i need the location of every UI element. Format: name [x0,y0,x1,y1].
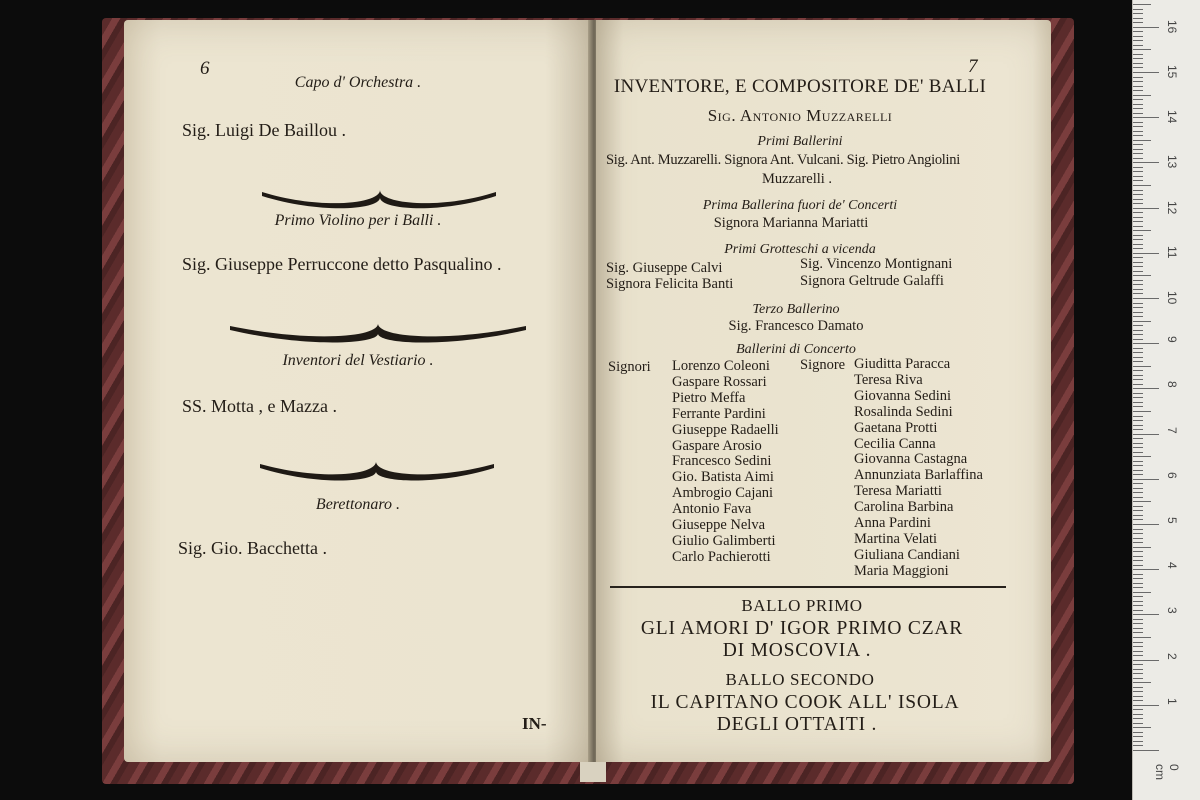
ruler-tick [1133,81,1143,82]
ruler-tick [1133,732,1143,733]
ruler-tick [1133,239,1143,240]
binding-tape [580,762,606,782]
ruler-tick [1133,492,1143,493]
ruler-tick [1133,587,1143,588]
ruler-tick [1133,40,1143,41]
ruler-tick [1133,425,1143,426]
ruler-tick [1133,167,1143,168]
left-page [124,20,592,762]
ruler-tick [1133,610,1143,611]
ruler-number: 11 [1165,245,1179,259]
ruler-tick [1133,316,1143,317]
section-heading: Capo d' Orchestra . [294,74,422,91]
left-page-number: 6 [200,58,210,79]
ruler-tick [1133,560,1143,561]
page-title: INVENTORE, E COMPOSITORE DE' BALLI [613,76,987,97]
ruler-number: 10 [1165,291,1179,305]
ruler-tick [1133,524,1159,525]
signori-label: Signori [608,359,651,375]
dancer-name: Carlo Pachierotti [672,548,771,565]
ruler-number: 9 [1165,336,1179,343]
ballo-secondo-label: BALLO SECONDO [725,670,875,689]
ruler-unit: 0 cm [1153,764,1181,780]
ruler-tick [1133,416,1143,417]
ruler-tick [1133,131,1143,132]
ruler-tick [1133,253,1159,254]
dancer-name: Ferrante Pardini [672,405,766,422]
ruler-tick [1133,244,1143,245]
ruler-tick [1133,199,1143,200]
composer-name: Sig. Antonio Muzzarelli [707,106,893,125]
ruler-tick [1133,483,1143,484]
ruler-tick [1133,479,1159,480]
ruler-tick [1133,49,1151,50]
ruler-tick [1133,696,1143,697]
ruler-tick [1133,86,1143,87]
ruler-tick [1133,366,1151,367]
ruler-number: 8 [1165,381,1179,389]
section-heading: Berettonaro . [315,496,401,513]
section-divider [610,586,1006,588]
dancer-name: Giuliana Candiani [854,546,960,563]
ruler-tick [1133,700,1143,701]
concerto-heading: Ballerini di Concerto [736,342,856,357]
ruler-tick [1133,727,1151,728]
ruler-tick [1133,307,1143,308]
ruler-tick [1133,709,1143,710]
ruler-tick [1133,271,1143,272]
right-page [596,20,1051,762]
dancer-name: Teresa Riva [854,371,923,388]
ruler-tick [1133,190,1143,191]
dancer-name: Gaspare Arosio [672,437,762,454]
ballo-primo-title: DI MOSCOVIA . [722,640,872,661]
ruler-tick [1133,406,1143,407]
ruler-tick [1133,614,1159,615]
section-heading: Inventori del Vestiario . [282,352,434,369]
section-heading: Primo Violino per i Balli . [274,212,442,229]
ruler-tick [1133,501,1151,502]
ruler-tick [1133,402,1143,403]
ruler-tick [1133,745,1143,746]
ruler-tick [1133,54,1143,55]
ruler-number: 1 [1165,697,1179,705]
ruler-tick [1133,420,1143,421]
dancer-name: Francesco Sedini [672,453,772,470]
ruler-tick [1133,36,1143,37]
ruler-tick [1133,357,1143,358]
ruler-number: 6 [1165,471,1179,479]
ruler-tick [1133,565,1143,566]
ruler-tick [1133,77,1143,78]
ruler-tick [1133,642,1143,643]
ruler-number: 12 [1165,200,1179,214]
ruler-number: 13 [1165,155,1179,169]
ruler-tick [1133,637,1151,638]
ruler-tick [1133,510,1143,511]
dancer-name: Giovanna Castagna [854,451,968,468]
ruler-tick [1133,275,1151,276]
section-entry: Sig. Gio. Bacchetta . [178,538,327,558]
ruler-tick [1133,741,1143,742]
ruler-tick [1133,605,1143,606]
ruler-tick [1133,176,1143,177]
ruler-tick [1133,208,1159,209]
ruler-tick [1133,619,1143,620]
ruler-tick [1133,289,1143,290]
ruler-tick [1133,352,1143,353]
ruler-tick [1133,90,1143,91]
ruler-tick [1133,452,1143,453]
ruler-tick [1133,63,1143,64]
signori-list [672,359,779,566]
ruler-tick [1133,280,1143,281]
ruler-tick [1133,664,1143,665]
dancer-name: Cecilia Canna [854,435,936,452]
ruler-tick [1133,678,1143,679]
right-page-number: 7 [968,56,978,77]
ruler-tick [1133,325,1143,326]
ruler-tick [1133,212,1143,213]
ruler-tick [1133,303,1143,304]
section-entry: Sig. Luigi De Baillou . [182,120,346,140]
ruler-tick [1133,158,1143,159]
ruler-tick [1133,397,1143,398]
ruler-tick [1133,583,1143,584]
ruler-tick [1133,18,1143,19]
ruler-tick [1133,682,1151,683]
ruler-tick [1133,628,1143,629]
ruler-tick [1133,22,1143,23]
ruler-tick [1133,321,1151,322]
ruler-tick [1133,488,1143,489]
ruler-tick [1133,171,1143,172]
ruler-tick [1133,447,1143,448]
catchword: IN- [522,714,547,733]
grotteschi-name: Signora Felicita Banti [606,276,734,292]
ruler-tick [1133,4,1151,5]
ruler-number: 5 [1165,517,1179,524]
ornament-swash [228,316,528,346]
ruler-tick [1133,379,1143,380]
dancer-name: Gaspare Rossari [672,373,767,390]
ruler-tick [1133,126,1143,127]
dancer-name: Giovanna Sedini [854,387,952,404]
signore-list [854,357,983,580]
ruler-tick [1133,330,1143,331]
ruler-tick [1133,714,1143,715]
grotteschi-name: Signora Geltrude Galaffi [800,273,944,289]
ruler-tick [1133,312,1143,313]
dancer-name: Ambrogio Cajani [672,485,774,502]
ruler-tick [1133,601,1143,602]
ruler-number: 2 [1165,652,1179,660]
ballo-secondo-title: IL CAPITANO COOK ALL' ISOLA [650,692,960,713]
ruler-tick [1133,456,1151,457]
ruler-tick [1133,465,1143,466]
ruler-tick [1133,108,1143,109]
ruler-tick [1133,542,1143,543]
ruler-tick [1133,533,1143,534]
ruler-tick [1133,655,1143,656]
ruler-tick [1133,551,1143,552]
ruler-tick [1133,13,1143,14]
ruler-tick [1133,384,1143,385]
dancer-name: Antonio Fava [672,501,752,518]
ruler-tick [1133,673,1143,674]
ruler-tick [1133,361,1143,362]
ruler-tick [1133,149,1143,150]
dancer-name: Giuditta Paracca [854,356,951,372]
signore-label: Signore [800,357,846,373]
terzo-name: Sig. Francesco Damato [728,318,864,334]
ruler-tick [1133,375,1143,376]
ruler-tick [1133,434,1159,435]
ruler-tick [1133,705,1159,706]
ruler-tick [1133,95,1151,96]
ruler-tick [1133,230,1151,231]
ruler-tick [1133,58,1143,59]
ruler-tick [1133,293,1143,294]
ballo-primo-title: GLI AMORI D' IGOR PRIMO CZAR [640,618,964,639]
ruler-tick [1133,9,1143,10]
ruler-tick [1133,72,1159,73]
ruler-number: 16 [1165,19,1179,34]
dancer-name: Anna Pardini [854,515,931,532]
primi-ballerini-line: Sig. Ant. Muzzarelli. Signora Ant. Vulcani. Sig. Pietro Angiolini [606,152,960,168]
dancer-name: Teresa Mariatti [854,483,942,500]
ruler-tick [1133,632,1143,633]
ruler-tick [1133,45,1143,46]
ruler-tick [1133,623,1143,624]
ruler-tick [1133,343,1159,344]
primi-ballerini-line: Muzzarelli . [762,171,833,187]
ruler-tick [1133,257,1143,258]
ruler-tick [1133,519,1143,520]
ruler-tick [1133,226,1143,227]
ruler-tick [1133,556,1143,557]
ruler-tick [1133,529,1143,530]
ruler-tick [1133,370,1143,371]
ruler-number: 7 [1165,426,1179,434]
ruler-tick [1133,185,1151,186]
ruler-tick [1133,104,1143,105]
ruler-tick [1133,470,1143,471]
ruler-tick [1133,117,1159,118]
ruler-tick [1133,122,1143,123]
ruler-tick [1133,461,1143,462]
dancer-name: Giulio Galimberti [672,532,776,549]
grotteschi-name: Sig. Giuseppe Calvi [606,260,723,276]
dancer-name: Annunziata Barlaffina [854,467,983,484]
ruler-tick [1133,506,1143,507]
ruler-tick [1133,411,1151,412]
ruler-tick [1133,221,1143,222]
prima-ballerina-name: Signora Marianna Mariatti [713,215,869,231]
ruler-number: 3 [1165,607,1179,615]
ruler-number: 14 [1165,110,1179,124]
ruler-tick [1133,474,1143,475]
dancer-name: Gio. Batista Aimi [672,469,774,486]
ruler-tick [1133,194,1143,195]
ruler-tick [1133,438,1143,439]
ornament-swash [258,456,496,484]
ruler-tick [1133,547,1151,548]
ruler-tick [1133,596,1143,597]
ruler-tick [1133,574,1143,575]
ruler-tick [1133,429,1143,430]
ruler-tick [1133,651,1143,652]
ornament-swash [260,180,500,210]
ruler-tick [1133,144,1143,145]
ruler-tick [1133,262,1143,263]
ruler-tick [1133,266,1143,267]
dancer-name: Carolina Barbina [854,499,954,516]
ruler-tick [1133,578,1143,579]
ruler-tick [1133,31,1143,32]
ruler-tick [1133,443,1143,444]
ruler-tick [1133,135,1143,136]
ruler-tick [1133,113,1143,114]
ruler-tick [1133,140,1151,141]
ruler-tick [1133,691,1143,692]
primi-ballerini-heading: Primi Ballerini [757,134,843,149]
section-entry: Sig. Giuseppe Perruccone detto Pasqualino . [182,254,502,274]
prima-ballerina-heading: Prima Ballerina fuori de' Concerti [702,198,898,213]
dancer-name: Gaetana Protti [854,419,938,436]
ruler-tick [1133,569,1159,570]
ruler-tick [1133,248,1143,249]
ruler-tick [1133,203,1143,204]
ruler-tick [1133,235,1143,236]
ruler-tick [1133,153,1143,154]
terzo-heading: Terzo Ballerino [752,302,840,317]
dancer-name: Pietro Meffa [672,389,746,406]
ruler-tick [1133,687,1143,688]
ruler-tick [1133,750,1159,751]
ruler-tick [1133,538,1143,539]
ruler-tick [1133,646,1143,647]
dancer-name: Rosalinda Sedini [854,403,953,420]
ruler-tick [1133,162,1159,163]
ruler-tick [1133,718,1143,719]
ruler-tick [1133,67,1143,68]
dancer-name: Giuseppe Nelva [672,517,766,534]
ruler-tick [1133,723,1143,724]
grotteschi-heading: Primi Grotteschi a vicenda [724,242,876,257]
ruler-tick [1133,669,1143,670]
ruler-tick [1133,298,1159,299]
dancer-name: Martina Velati [854,530,938,547]
section-entry: SS. Motta , e Mazza . [182,396,337,416]
ruler-tick [1133,515,1143,516]
ruler-tick [1133,284,1143,285]
ruler-tick [1133,660,1159,661]
ruler-tick [1133,339,1143,340]
ruler-tick [1133,393,1143,394]
ruler-tick [1133,592,1151,593]
ruler-tick [1133,736,1143,737]
ruler-tick [1133,180,1143,181]
ruler-tick [1133,27,1159,28]
ballo-secondo-title: DEGLI OTTAITI . [716,714,878,735]
ruler-tick [1133,388,1159,389]
ruler-tick [1133,334,1143,335]
ruler-tick [1133,497,1143,498]
ruler-tick [1133,348,1143,349]
ruler-tick [1133,217,1143,218]
grotteschi-name: Sig. Vincenzo Montignani [800,256,953,272]
ballo-primo-label: BALLO PRIMO [741,596,863,615]
measuring-ruler [1132,0,1200,800]
dancer-name: Lorenzo Coleoni [672,358,770,374]
ruler-number: 15 [1165,65,1179,79]
ruler-number: 4 [1165,562,1179,569]
dancer-name: Giuseppe Radaelli [672,421,779,438]
ruler-tick [1133,99,1143,100]
dancer-name: Maria Maggioni [854,562,949,579]
